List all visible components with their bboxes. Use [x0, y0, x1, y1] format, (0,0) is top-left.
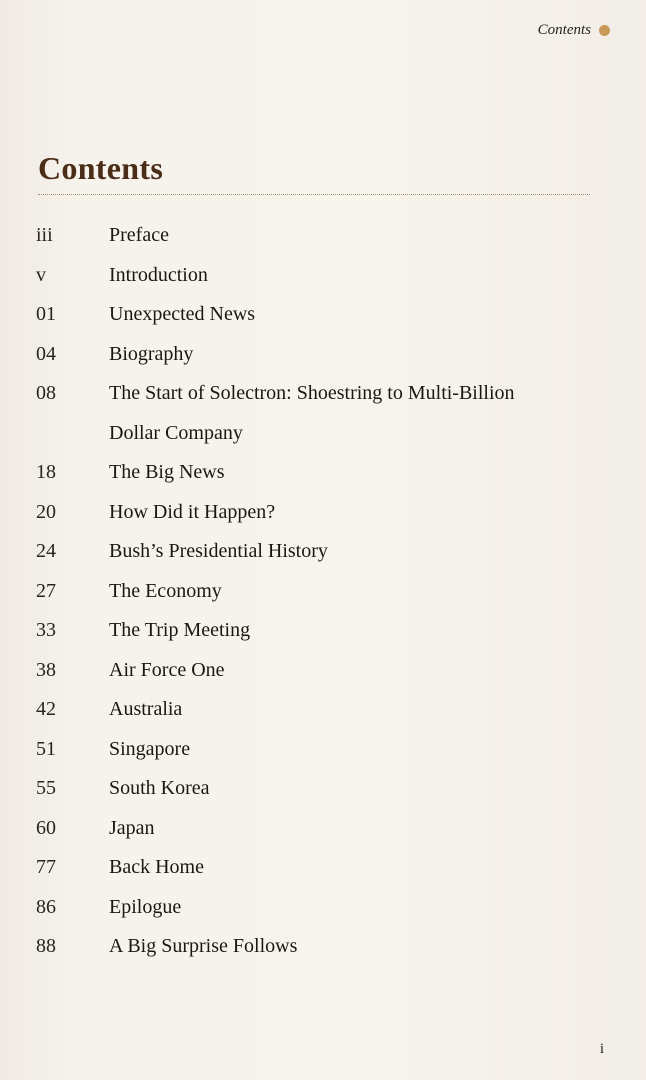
toc-entry[interactable]: [36, 896, 606, 936]
toc-title: The Trip Meeting: [109, 619, 251, 641]
toc-page-number: 24: [36, 540, 56, 562]
toc-title: Japan: [109, 816, 155, 839]
toc-title: Introduction: [109, 263, 208, 286]
toc-page-number: 18: [36, 461, 56, 483]
toc-entry[interactable]: [36, 224, 606, 264]
toc-page-number: 51: [36, 737, 56, 760]
toc-page-number: 38: [36, 658, 56, 681]
toc-entry[interactable]: [36, 540, 606, 580]
toc-page-number: 04: [36, 342, 56, 365]
toc-title: Unexpected News: [109, 303, 256, 325]
toc-title: How Did it Happen?: [109, 500, 276, 523]
toc-title: The Economy: [109, 579, 222, 602]
toc-title: A Big Surprise Follows: [109, 935, 298, 957]
toc-title: The Big News: [109, 461, 225, 483]
toc-title: South Korea: [109, 777, 210, 799]
running-head-label: Contents: [537, 22, 591, 38]
table-of-contents: [36, 224, 606, 975]
toc-page-number: iii: [36, 224, 53, 246]
toc-entry[interactable]: [36, 619, 606, 659]
toc-page-number: 77: [36, 856, 56, 878]
toc-page-number: 27: [36, 579, 56, 602]
toc-title: Dollar Company: [109, 421, 243, 444]
toc-title: Singapore: [109, 737, 191, 760]
dotted-divider: [38, 194, 590, 195]
toc-title: Epilogue: [109, 895, 182, 918]
toc-entry[interactable]: [36, 659, 606, 699]
toc-entry[interactable]: [36, 461, 606, 501]
toc-page-number: 88: [36, 935, 56, 957]
toc-title: Air Force One: [109, 658, 225, 681]
running-head: [538, 22, 610, 39]
toc-page-number: 08: [36, 382, 56, 404]
toc-entry[interactable]: [36, 501, 606, 541]
contents-heading: Contents: [38, 150, 164, 186]
toc-title: Back Home: [109, 856, 204, 878]
bullet-icon: [599, 25, 610, 36]
toc-page-number: 20: [36, 500, 56, 523]
toc-title: Biography: [109, 342, 194, 365]
toc-entry[interactable]: [36, 264, 606, 304]
page-number: i: [599, 1041, 604, 1057]
toc-entry[interactable]: [36, 777, 606, 817]
toc-entry[interactable]: [36, 817, 606, 857]
toc-entry[interactable]: [36, 382, 606, 422]
toc-title: Australia: [109, 698, 183, 720]
toc-page-number: v: [36, 263, 46, 286]
toc-entry[interactable]: [36, 303, 606, 343]
toc-entry[interactable]: [36, 580, 606, 620]
toc-entry[interactable]: [36, 738, 606, 778]
toc-entry[interactable]: [36, 343, 606, 383]
toc-entry[interactable]: [36, 422, 606, 462]
toc-page-number: 86: [36, 895, 56, 918]
toc-entry[interactable]: [36, 856, 606, 896]
toc-title: Preface: [109, 224, 169, 246]
toc-page-number: 60: [36, 816, 56, 839]
toc-title: The Start of Solectron: Shoestring to Multi-Billion: [109, 382, 515, 404]
toc-entry[interactable]: [36, 698, 606, 738]
toc-page-number: 33: [36, 619, 56, 641]
toc-page-number: 01: [36, 303, 56, 325]
toc-entry[interactable]: [36, 935, 606, 975]
toc-page-number: 42: [36, 698, 56, 720]
toc-title: Bush’s Presidential History: [109, 540, 328, 562]
toc-page-number: 55: [36, 777, 56, 799]
